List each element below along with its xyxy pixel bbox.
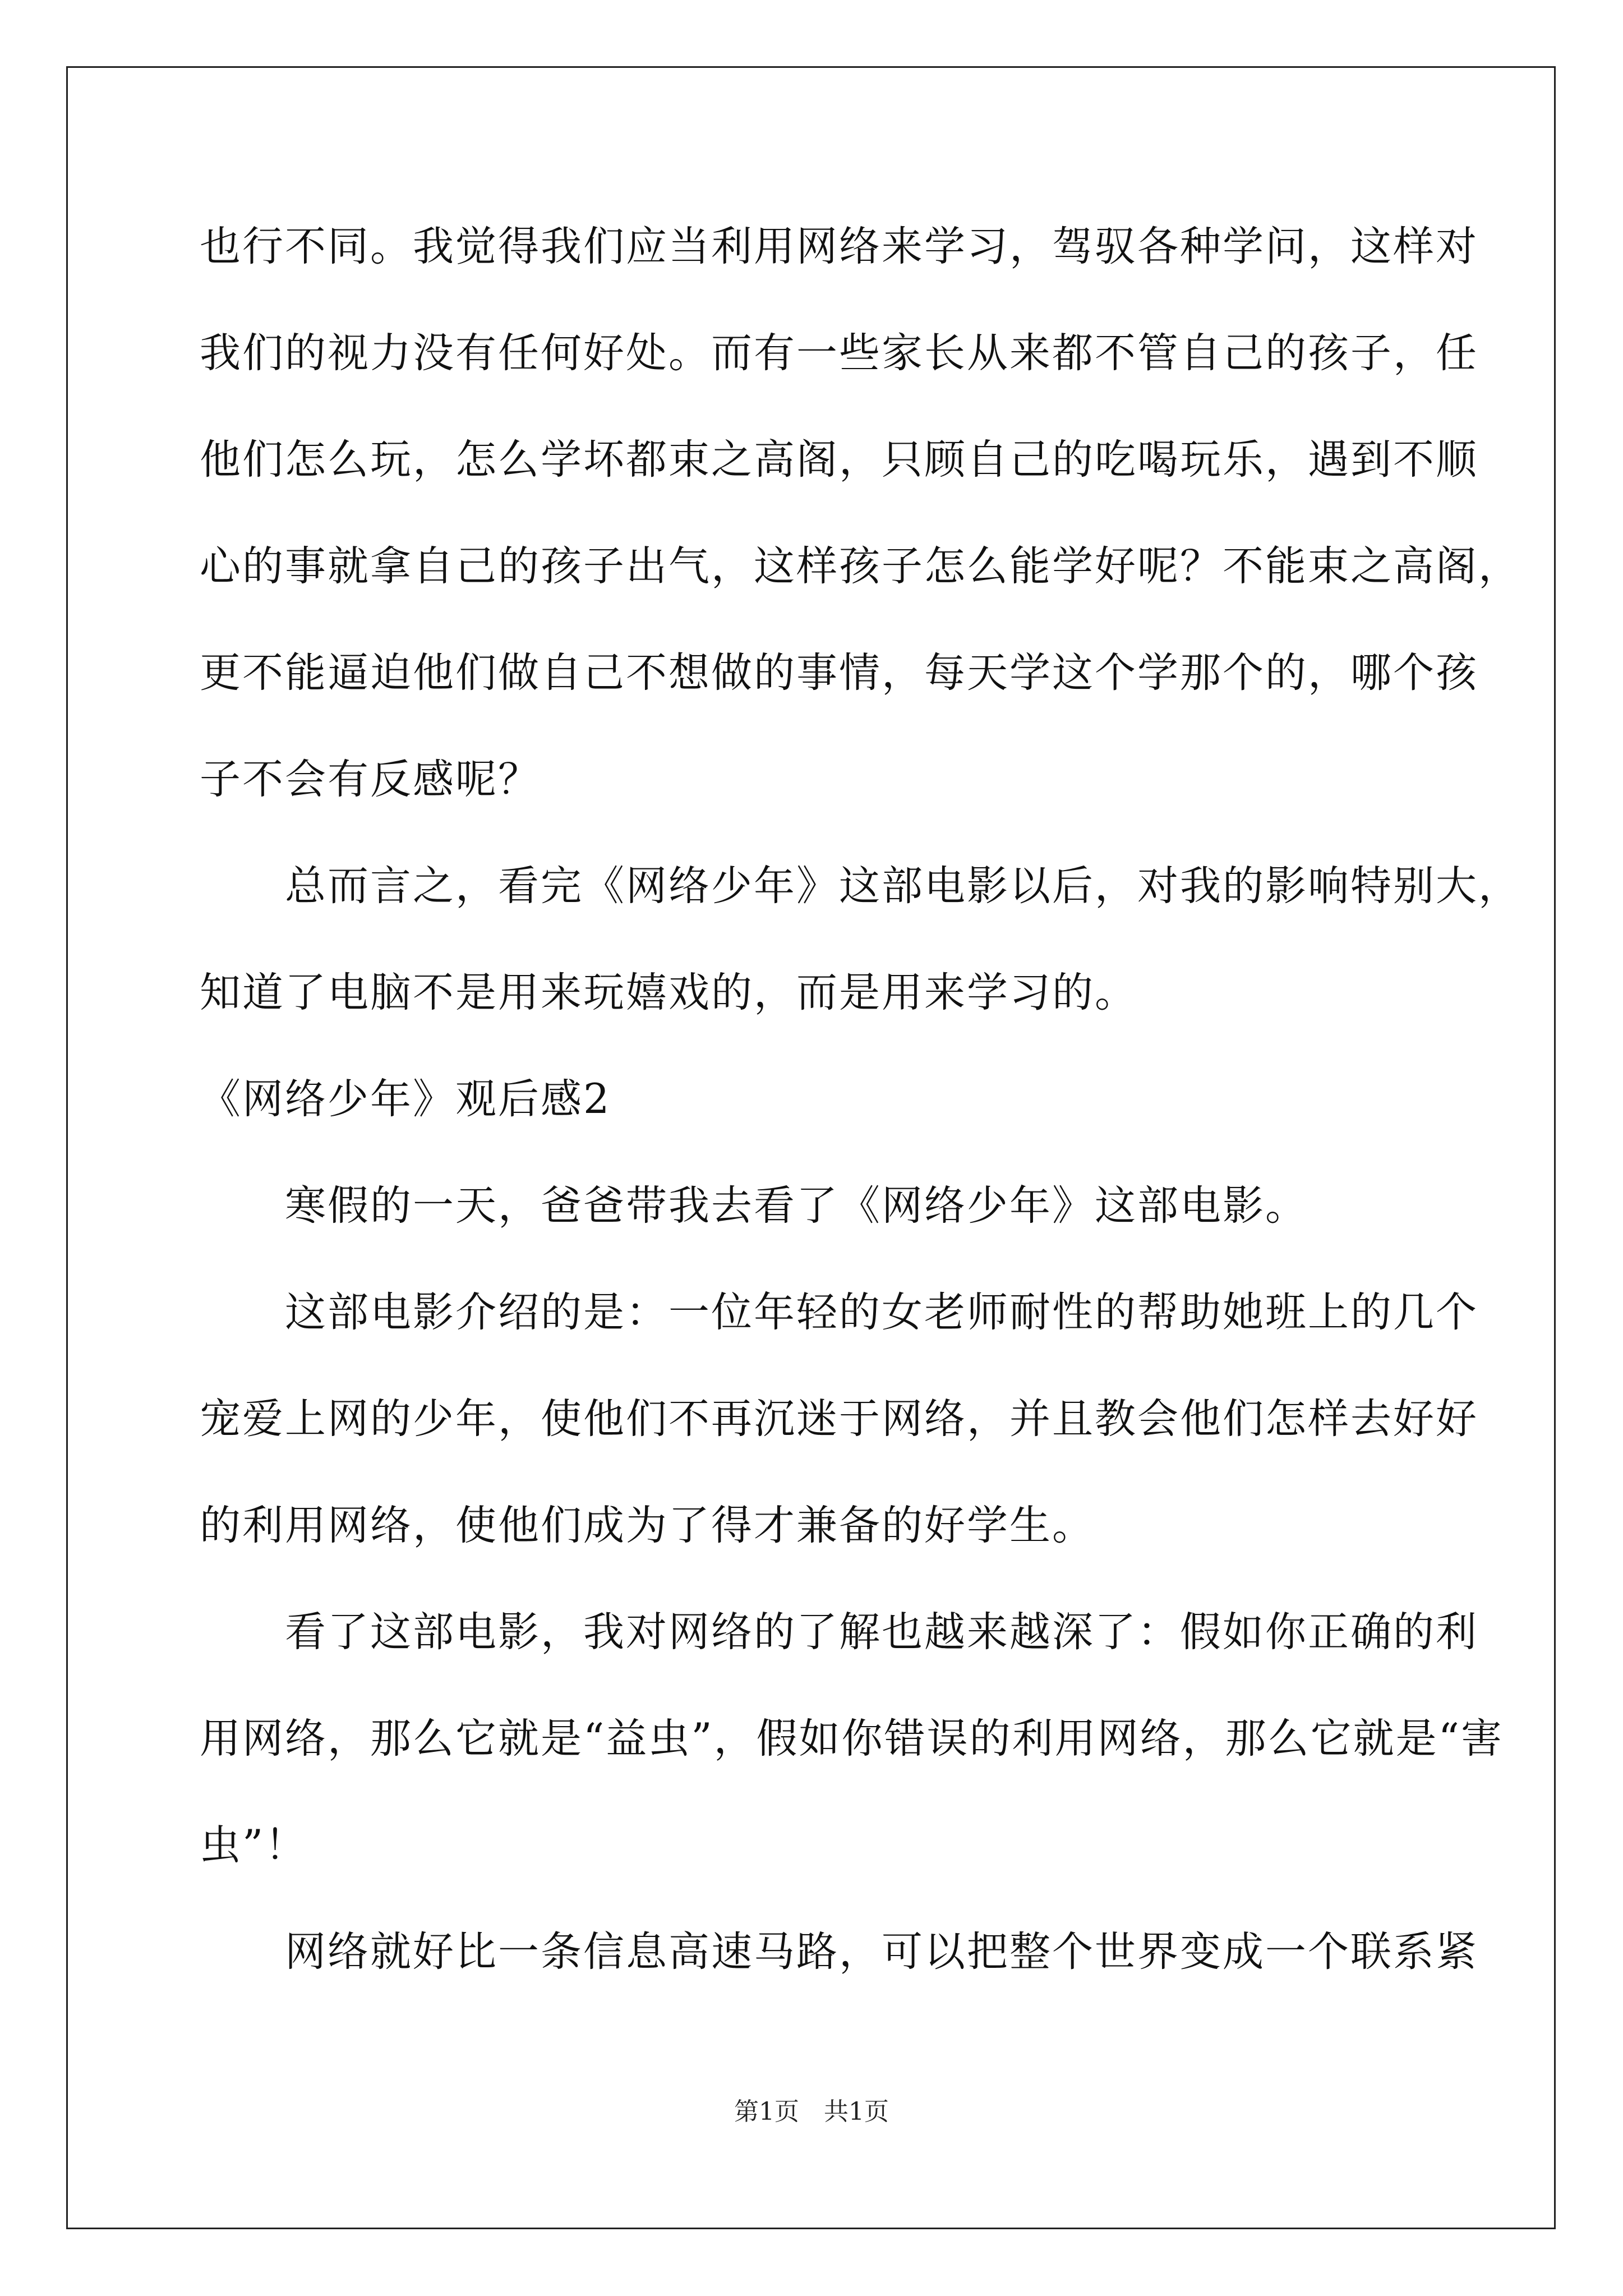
text-line: 看了这部电影，我对网络的了解也越来越深了：假如你正确的利 bbox=[200, 1608, 1478, 1656]
text-line: 这部电影介绍的是：一位年轻的女老师耐性的帮助她班上的几个 bbox=[200, 1289, 1478, 1336]
text-line: 网络就好比一条信息高速马路，可以把整个世界变成一个联系紧 bbox=[200, 1928, 1478, 1976]
section-heading: 《网络少年》观后感2 bbox=[200, 1075, 611, 1123]
text-line: 虫”！ bbox=[200, 1821, 308, 1869]
text-line: 也行不同。我觉得我们应当利用网络来学习，驾驭各种学问，这样对 bbox=[200, 223, 1478, 270]
text-line: 寒假的一天，爸爸带我去看了《网络少年》这部电影。 bbox=[200, 1182, 1308, 1230]
text-line: 宠爱上网的少年，使他们不再沉迷于网络，并且教会他们怎样去好好 bbox=[200, 1395, 1478, 1443]
text-line: 总而言之，看完《网络少年》这部电影以后，对我的影响特别大， bbox=[200, 862, 1521, 910]
text-line: 更不能逼迫他们做自己不想做的事情，每天学这个学那个的，哪个孩 bbox=[200, 649, 1478, 697]
text-line: 用网络，那么它就是“益虫”，假如你错误的利用网络，那么它就是“害 bbox=[200, 1715, 1504, 1763]
text-line: 他们怎么玩，怎么学坏都束之高阁，只顾自己的吃喝玩乐，遇到不顺 bbox=[200, 436, 1478, 484]
page-border bbox=[66, 66, 1556, 2229]
text-line: 心的事就拿自己的孩子出气，这样孩子怎么能学好呢？不能束之高阁， bbox=[200, 542, 1521, 590]
text-line: 我们的视力没有任何好处。而有一些家长从来都不管自己的孩子，任 bbox=[200, 329, 1478, 377]
text-line: 知道了电脑不是用来玩嬉戏的，而是用来学习的。 bbox=[200, 969, 1137, 1016]
text-line: 的利用网络，使他们成为了得才兼备的好学生。 bbox=[200, 1502, 1095, 1549]
page-number-footer: 第1页 共1页 bbox=[734, 2097, 889, 2126]
text-line: 子不会有反感呢？ bbox=[200, 756, 541, 803]
